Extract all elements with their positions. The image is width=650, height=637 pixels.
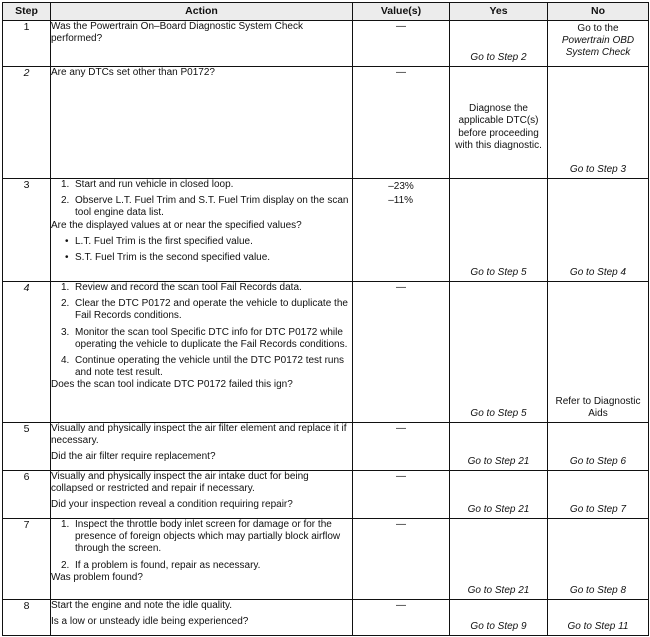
no-text-prefix: Go to the	[577, 23, 619, 34]
value-cell	[353, 423, 450, 471]
no-link[interactable]: Go to Step 7	[569, 503, 627, 515]
question-text: Are the displayed values at or near the specified values?	[51, 219, 302, 231]
value-lt-fuel-trim: –23%	[388, 181, 414, 192]
yes-link[interactable]: Go to Step 21	[467, 584, 530, 596]
yes-link[interactable]: Go to Step 9	[470, 620, 527, 632]
step-number: 4	[3, 282, 51, 423]
step-number: 6	[3, 471, 51, 519]
yes-cell	[450, 179, 548, 282]
no-cell	[548, 600, 649, 636]
no-cell	[548, 471, 649, 519]
no-cell	[548, 519, 649, 600]
no-link[interactable]: Powertrain OBD System Check	[561, 35, 635, 59]
header-action: Action	[51, 3, 353, 21]
table-row-step-3	[3, 179, 649, 282]
list-item-text: Review and record the scan tool Fail Records data.	[75, 282, 302, 293]
question-text: Is a low or unsteady idle being experienced?	[51, 616, 249, 628]
action-cell	[51, 600, 353, 636]
value-dash: —	[396, 600, 406, 611]
bullet-text: L.T. Fuel Trim is the first specified value.	[75, 235, 253, 247]
list-item-text: Observe L.T. Fuel Trim and S.T. Fuel Trim display on the scan tool engine data list.	[75, 195, 349, 219]
list-item: 2. Observe L.T. Fuel Trim and S.T. Fuel Trim display on the scan tool engine data list.	[61, 195, 352, 219]
value-cell	[353, 179, 450, 282]
table-row-step-7	[3, 519, 649, 600]
action-cell	[51, 423, 353, 471]
action-cell	[51, 519, 353, 600]
table-row-step-8	[3, 600, 649, 636]
yes-link[interactable]: Go to Step 5	[470, 266, 527, 278]
yes-cell	[450, 519, 548, 600]
step-number: 5	[3, 423, 51, 471]
header-row	[3, 3, 649, 21]
yes-link[interactable]: Go to Step 21	[467, 455, 530, 467]
diagnostic-table-container	[2, 2, 648, 636]
list-item-text: If a problem is found, repair as necessary.	[75, 559, 261, 571]
action-cell	[51, 67, 353, 179]
yes-cell	[450, 423, 548, 471]
no-link[interactable]: Go to Step 11	[567, 620, 629, 632]
diagnostic-table	[2, 2, 649, 636]
action-text: Are any DTCs set other than P0172?	[51, 67, 215, 78]
yes-cell	[450, 67, 548, 179]
no-cell	[548, 179, 649, 282]
yes-text: Diagnose the applicable DTC(s) before proceeding with this diagnostic.	[455, 103, 542, 151]
action-text: Was the Powertrain On–Board Diagnostic System Check performed?	[51, 21, 303, 45]
no-text: Refer to Diagnostic Aids	[555, 395, 641, 419]
value-cell	[353, 519, 450, 600]
yes-cell	[450, 471, 548, 519]
table-row-step-5	[3, 423, 649, 471]
action-cell	[51, 179, 353, 282]
action-text: Visually and physically inspect the air filter element and replace it if necessary.	[51, 423, 347, 447]
header-no: No	[548, 3, 649, 21]
no-link[interactable]: Go to Step 4	[569, 266, 627, 278]
value-st-fuel-trim: –11%	[388, 195, 414, 207]
no-cell	[548, 423, 649, 471]
value-dash: —	[396, 423, 406, 434]
question-text: Did the air filter require replacement?	[51, 451, 216, 463]
value-dash: —	[396, 21, 406, 32]
action-cell	[51, 282, 353, 423]
value-cell	[353, 600, 450, 636]
value-dash: —	[396, 67, 406, 78]
header-step: Step	[3, 3, 51, 21]
bullet-text: S.T. Fuel Trim is the second specified value.	[75, 251, 271, 263]
action-text: Visually and physically inspect the air intake duct for being collapsed or restricted and repair if necessary.	[51, 471, 309, 495]
table-row-step-1	[3, 21, 649, 67]
yes-cell	[450, 21, 548, 67]
no-cell	[548, 67, 649, 179]
list-item-text: Start and run vehicle in closed loop.	[75, 179, 234, 190]
value-dash: —	[396, 471, 406, 482]
no-cell	[548, 282, 649, 423]
list-item-text: Inspect the throttle body inlet screen for damage or for the presence of foreign objects which may partially block airflow through the screen.	[75, 519, 341, 555]
step-number: 7	[3, 519, 51, 600]
value-dash: —	[396, 282, 406, 293]
yes-link[interactable]: Go to Step 21	[467, 503, 530, 515]
no-link[interactable]: Go to Step 8	[569, 584, 627, 596]
bullet-item: • S.T. Fuel Trim is the second specified value.	[65, 251, 271, 263]
bullet-item: • L.T. Fuel Trim is the first specified value.	[65, 235, 253, 247]
yes-cell	[450, 600, 548, 636]
list-item: 1. Start and run vehicle in closed loop.	[61, 179, 352, 191]
value-cell	[353, 67, 450, 179]
list-item: 4. Continue operating the vehicle until the DTC P0172 test runs and note test result.	[61, 355, 352, 379]
step-number: 8	[3, 600, 51, 636]
no-link[interactable]: Go to Step 3	[569, 163, 627, 175]
list-item: 1. Inspect the throttle body inlet screen for damage or for the presence of foreign objects which may partially block airflow through the screen.	[61, 519, 352, 556]
yes-link[interactable]: Go to Step 5	[470, 407, 527, 419]
list-item: 2. If a problem is found, repair as necessary.	[61, 560, 352, 572]
value-cell	[353, 471, 450, 519]
step-number: 1	[3, 21, 51, 67]
no-link[interactable]: Go to Step 6	[569, 455, 627, 467]
table-row-step-2	[3, 67, 649, 179]
question-text: Was problem found?	[51, 571, 143, 583]
action-text: Start the engine and note the idle quality.	[51, 600, 233, 611]
value-dash: —	[396, 519, 406, 530]
list-item-text: Continue operating the vehicle until the DTC P0172 test runs and note test result.	[75, 354, 345, 379]
value-cell	[353, 282, 450, 423]
no-cell	[548, 21, 649, 67]
list-item: 2. Clear the DTC P0172 and operate the vehicle to duplicate the Fail Records conditions.	[61, 298, 352, 322]
list-item: 3. Monitor the scan tool Specific DTC info for DTC P0172 while operating the vehicle to duplicate the Fail Records conditions.	[61, 327, 352, 351]
value-cell	[353, 21, 450, 67]
list-item: 1. Review and record the scan tool Fail Records data.	[61, 282, 352, 294]
header-yes: Yes	[450, 3, 548, 21]
step-number: 2	[3, 67, 51, 179]
value-list	[388, 179, 414, 209]
list-item-text: Clear the DTC P0172 and operate the vehicle to duplicate the Fail Records conditions.	[75, 298, 348, 322]
question-text: Does the scan tool indicate DTC P0172 failed this ign?	[51, 379, 293, 391]
action-cell	[51, 471, 353, 519]
yes-link[interactable]: Go to Step 2	[470, 51, 527, 63]
list-item-text: Monitor the scan tool Specific DTC info for DTC P0172 while operating the vehicle to duplicate the Fail Records conditions.	[75, 326, 348, 350]
step-number: 3	[3, 179, 51, 282]
table-row-step-6	[3, 471, 649, 519]
action-cell	[51, 21, 353, 67]
question-text: Did your inspection reveal a condition requiring repair?	[51, 499, 293, 511]
yes-cell	[450, 282, 548, 423]
header-values: Value(s)	[353, 3, 450, 21]
table-row-step-4	[3, 282, 649, 423]
